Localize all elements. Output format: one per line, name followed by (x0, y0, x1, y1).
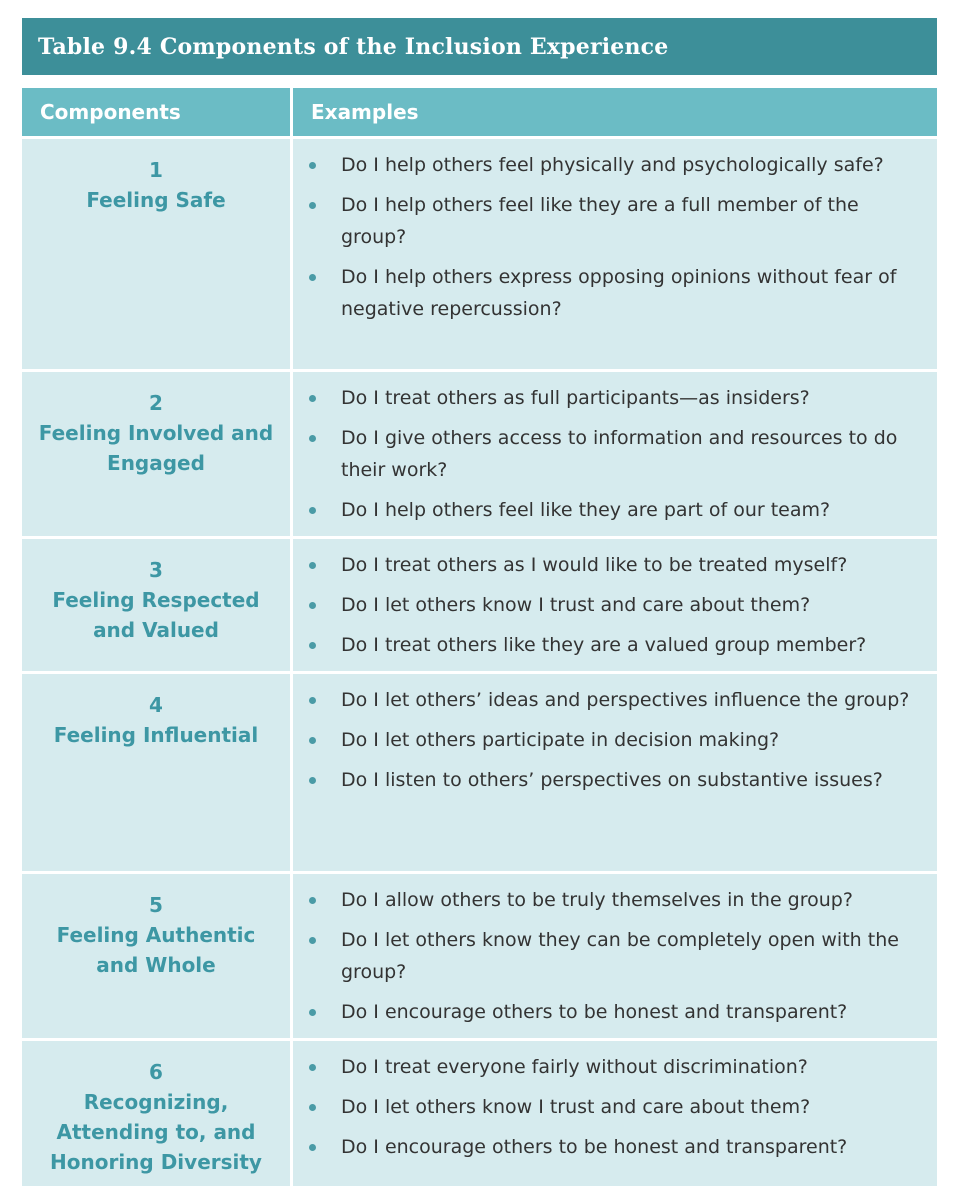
component-number: 3 (149, 558, 163, 582)
bullet-icon (309, 162, 316, 169)
examples-cell (290, 1041, 937, 1186)
component-name: Feeling Authentic and Whole (56, 923, 256, 977)
components-column-header: Components (40, 100, 181, 124)
list-item (307, 589, 917, 621)
list-item (307, 1131, 917, 1163)
list-item (307, 884, 917, 916)
list-item (307, 189, 917, 253)
list-item (307, 261, 917, 325)
example-text: Do I treat others like they are a valued group member? (341, 634, 867, 656)
component-number: 4 (149, 693, 163, 717)
bullet-icon (309, 435, 316, 442)
example-text: Do I let others know they can be completely open with the group? (341, 929, 899, 983)
list-item (307, 924, 917, 988)
list-item (307, 422, 917, 486)
example-text: Do I treat others as full participants—as insiders? (341, 387, 810, 409)
component-cell (22, 674, 290, 871)
component-number: 1 (149, 158, 163, 182)
component-name: Feeling Safe (86, 188, 226, 212)
bullet-icon (309, 777, 316, 784)
example-text: Do I treat everyone fairly without discrimination? (341, 1056, 808, 1078)
examples-list (307, 382, 917, 526)
list-item (307, 629, 917, 661)
bullet-icon (309, 1104, 316, 1111)
bullet-icon (309, 395, 316, 402)
bullet-icon (309, 737, 316, 744)
table-header-row (22, 88, 937, 139)
table-row (22, 139, 937, 372)
example-text: Do I let others’ ideas and perspectives influence the group? (341, 689, 910, 711)
examples-cell (290, 874, 937, 1038)
examples-list (307, 149, 917, 325)
component-name: Feeling Involved and Engaged (38, 421, 274, 475)
example-text: Do I treat others as I would like to be treated myself? (341, 554, 848, 576)
bullet-icon (309, 937, 316, 944)
list-item (307, 764, 917, 796)
bullet-icon (309, 274, 316, 281)
inclusion-table (22, 88, 937, 1186)
list-item (307, 996, 917, 1028)
example-text: Do I encourage others to be honest and transparent? (341, 1136, 848, 1158)
list-item (307, 549, 917, 581)
component-cell (22, 372, 290, 536)
table-row (22, 874, 937, 1041)
component-cell (22, 139, 290, 369)
list-item (307, 1051, 917, 1083)
examples-list (307, 549, 917, 661)
examples-cell (290, 539, 937, 671)
example-text: Do I help others feel like they are part of our team? (341, 499, 831, 521)
bullet-icon (309, 642, 316, 649)
list-item (307, 724, 917, 756)
table-row (22, 539, 937, 674)
component-cell (22, 1041, 290, 1186)
table-row (22, 372, 937, 539)
examples-list (307, 684, 917, 796)
bullet-icon (309, 1064, 316, 1071)
example-text: Do I let others know I trust and care about them? (341, 594, 811, 616)
bullet-icon (309, 1009, 316, 1016)
bullet-icon (309, 697, 316, 704)
bullet-icon (309, 602, 316, 609)
examples-list (307, 1051, 917, 1163)
component-number: 5 (149, 893, 163, 917)
table-title-bar (22, 18, 937, 75)
example-text: Do I help others feel physically and psychologically safe? (341, 154, 884, 176)
example-text: Do I listen to others’ perspectives on substantive issues? (341, 769, 883, 791)
component-number: 2 (149, 391, 163, 415)
component-cell (22, 874, 290, 1038)
component-name: Feeling Influential (53, 723, 259, 747)
list-item (307, 494, 917, 526)
example-text: Do I allow others to be truly themselves in the group? (341, 889, 853, 911)
examples-list (307, 884, 917, 1028)
bullet-icon (309, 202, 316, 209)
list-item (307, 684, 917, 716)
bullet-icon (309, 1144, 316, 1151)
example-text: Do I help others express opposing opinions without fear of negative repercussion? (341, 266, 897, 320)
table-title: Table 9.4 Components of the Inclusion Experience (38, 33, 669, 60)
examples-cell (290, 139, 937, 369)
examples-column-header: Examples (290, 88, 937, 136)
table-row (22, 1041, 937, 1186)
example-text: Do I encourage others to be honest and transparent? (341, 1001, 848, 1023)
component-number: 6 (149, 1060, 163, 1084)
example-text: Do I give others access to information and resources to do their work? (341, 427, 898, 481)
component-cell (22, 539, 290, 671)
bullet-icon (309, 507, 316, 514)
examples-cell (290, 674, 937, 871)
examples-cell (290, 372, 937, 536)
list-item (307, 149, 917, 181)
example-text: Do I let others know I trust and care about them? (341, 1096, 811, 1118)
list-item (307, 382, 917, 414)
bullet-icon (309, 562, 316, 569)
example-text: Do I help others feel like they are a full member of the group? (341, 194, 859, 248)
example-text: Do I let others participate in decision making? (341, 729, 780, 751)
component-name: Recognizing, Attending to, and Honoring Diversity (50, 1090, 262, 1174)
table-row (22, 674, 937, 874)
bullet-icon (309, 897, 316, 904)
component-name: Feeling Respected and Valued (52, 588, 260, 642)
list-item (307, 1091, 917, 1123)
